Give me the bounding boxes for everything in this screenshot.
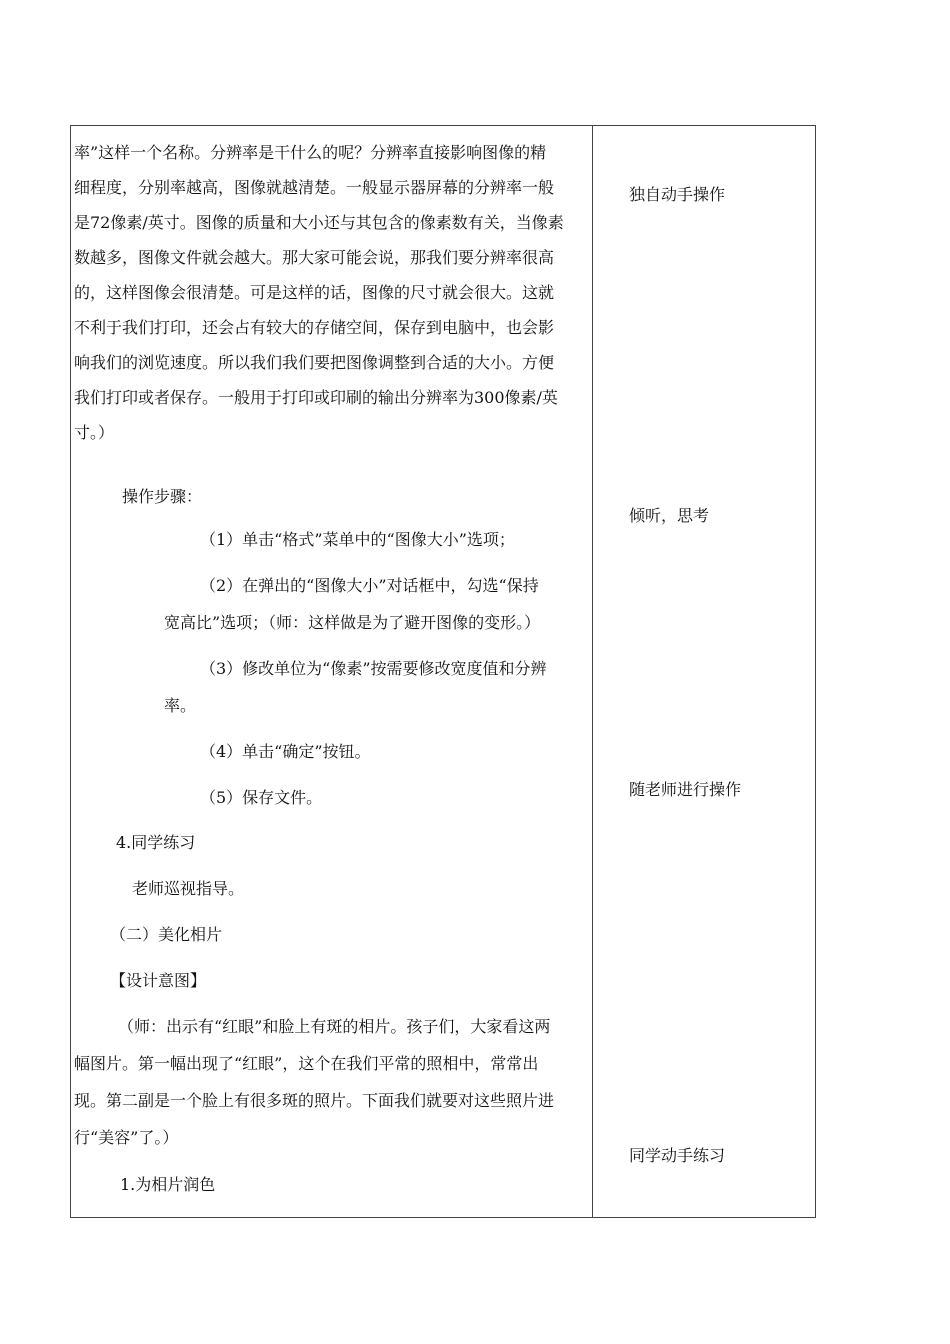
intro-line: 不利于我们打印，还会占有较大的存储空间，保存到电脑中，也会影 [74,318,555,337]
intro-line: 细程度，分别率越高，图像就越清楚。一般显示器屏幕的分辨率一般 [74,178,555,197]
step-5: （5）保存文件。 [200,788,323,807]
design-intent-heading: 【设计意图】 [110,971,207,990]
student-note: 独自动手操作 [629,185,726,204]
design-line: 现。第二副是一个脸上有很多斑的照片。下面我们就要对这些照片进 [74,1091,555,1110]
student-note: 同学动手练习 [629,1146,726,1165]
student-activity-column [629,125,809,1218]
intro-line: 是72像素/英寸。图像的质量和大小还与其包含的像素数有关，当像素 [74,213,564,232]
design-line: （师：出示有“红眼”和脸上有斑的相片。孩子们，大家看这两 [118,1017,551,1036]
step-2-line-1: （2）在弹出的“图像大小”对话框中，勾选“保持 [200,576,539,595]
step-2-line-2: 宽高比”选项；（师：这样做是为了避开图像的变形。） [164,613,541,632]
student-note: 随老师进行操作 [629,780,742,799]
step-4: （4）单击“确定”按钮。 [200,742,371,761]
steps-heading: 操作步骤： [122,487,203,506]
intro-line: 率”这样一个名称。分辨率是干什么的呢？分辨率直接影响图像的精 [74,143,547,162]
step-1: （1）单击“格式”菜单中的“图像大小”选项； [200,530,515,549]
step-3-line-1: （3）修改单位为“像素”按需要修改宽度值和分辨 [200,659,547,678]
intro-line: 响我们的浏览速度。所以我们我们要把图像调整到合适的大小。方便 [74,353,555,372]
intro-line: 数越多，图像文件就会越大。那大家可能会说，那我们要分辨率很高 [74,248,555,267]
column-divider [592,125,593,1218]
student-note: 倾听，思考 [629,506,710,525]
section-2-heading: （二）美化相片 [110,925,223,944]
item-1: 1.为相片润色 [120,1175,216,1194]
teacher-activity-column [74,125,590,1218]
design-line: 行“美容”了。） [74,1128,179,1147]
practice-heading: 4.同学练习 [116,833,196,852]
intro-line: 我们打印或者保存。一般用于打印或印刷的输出分辨率为300像素/英 [74,388,558,407]
intro-line: 的，这样图像会很清楚。可是这样的话，图像的尺寸就会很大。这就 [74,283,555,302]
step-3-line-2: 率。 [164,696,197,715]
design-line: 幅图片。第一幅出现了“红眼”，这个在我们平常的照相中，常常出 [74,1054,539,1073]
intro-line: 寸。） [74,423,115,442]
practice-text: 老师巡视指导。 [132,879,245,898]
